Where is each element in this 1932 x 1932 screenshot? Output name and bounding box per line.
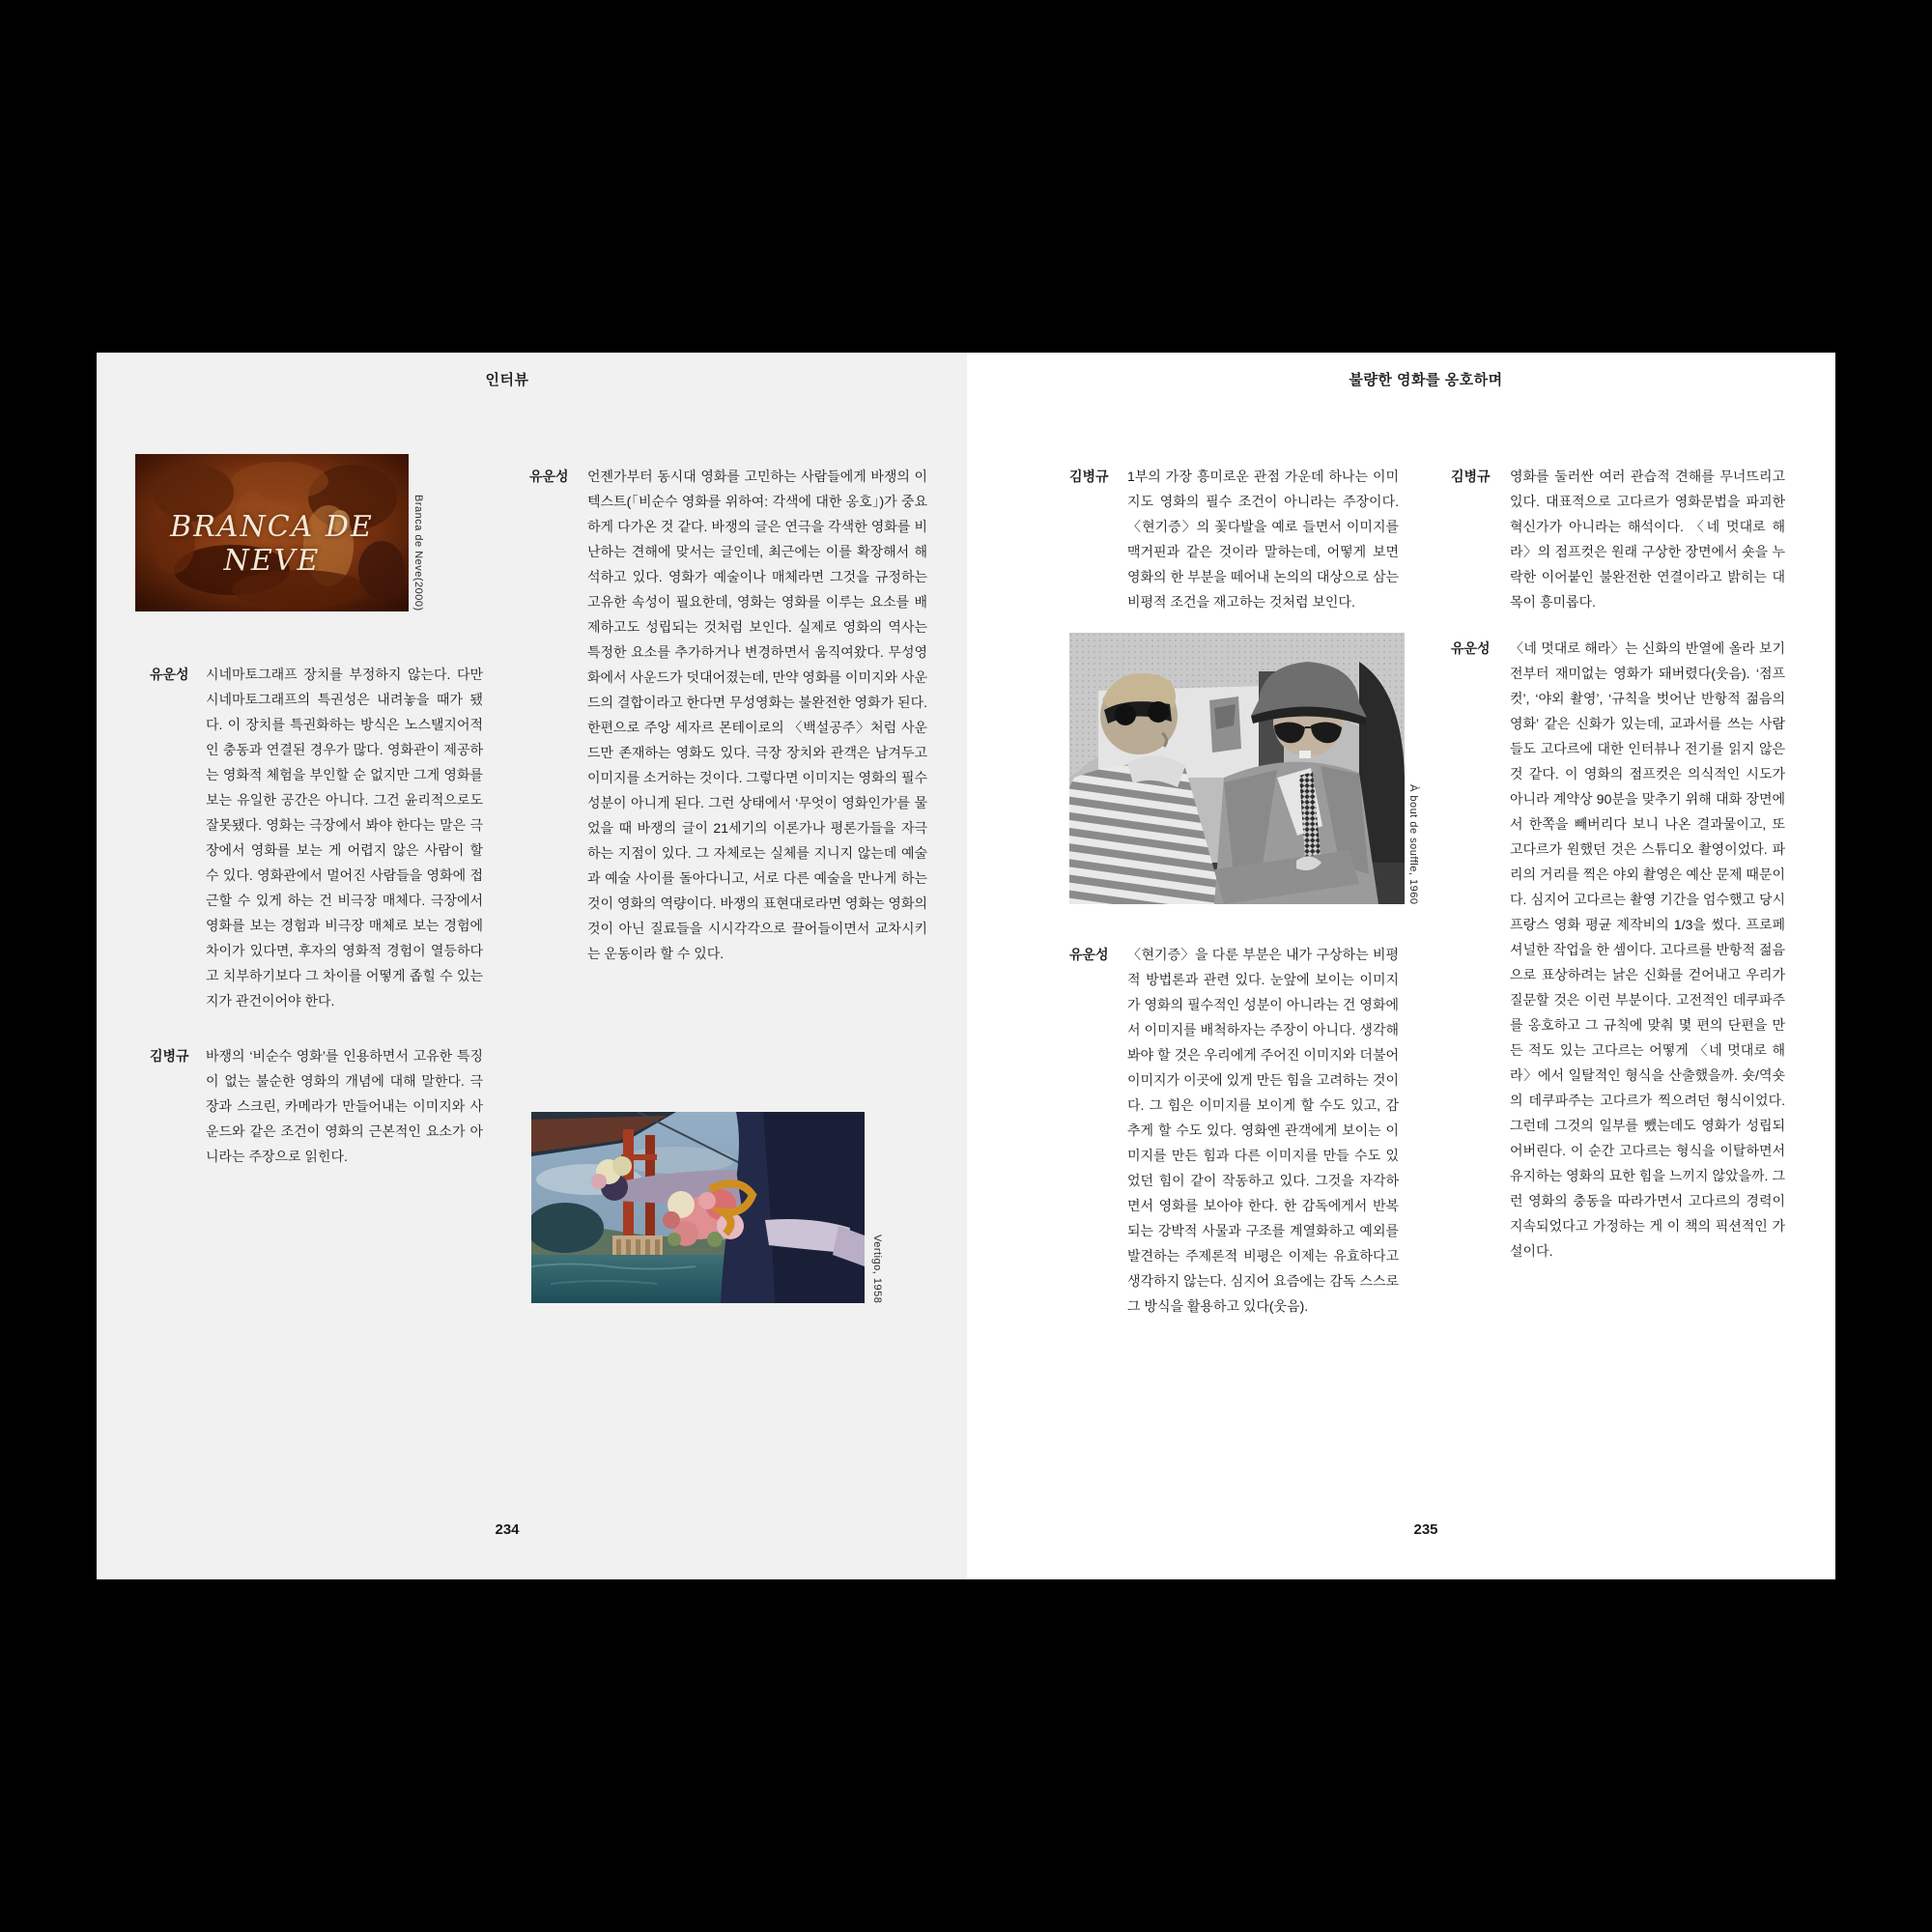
branca-caption: Branca de Neve(2000) — [412, 495, 424, 611]
interview-paragraph — [150, 1043, 483, 1169]
interview-paragraph — [1069, 464, 1399, 614]
vertigo-still-art — [531, 1112, 865, 1303]
vertigo-caption: Vertigo, 1958 — [871, 1234, 883, 1303]
speech-text: 1부의 가장 흥미로운 관점 가운데 하나는 이미지도 영화의 필수 조건이 아니라는 주장이다. 〈현기증〉의 꽃다발을 예로 들면서 이미지를 맥거핀과 같은 것이라 말하는데, 어떻게 보면 영화의 한 부분을 떼어내 논의의 대상으로 삼는 비평적 조건을 재고하는 것처럼 보인다. — [1127, 469, 1399, 610]
interview-paragraph — [1069, 942, 1399, 1319]
speaker-label: 김병규 — [150, 1048, 189, 1064]
interview-paragraph — [1451, 464, 1785, 614]
vertigo-image — [531, 1112, 865, 1303]
speaker-label: 유운성 — [150, 667, 189, 682]
speech-text: 〈현기증〉을 다룬 부분은 내가 구상하는 비평적 방법론과 관련 있다. 눈앞에 보이는 이미지가 영화의 필수적인 성분이 아니라는 건 영화에서 이미지를 배척하자는 주장이 아니다. 생각해봐야 할 것은 우리에게 주어진 이미지와 더불어 이미지가 이곳에 있게 만든 힘을 고려하는 것이다. 그 힘은 이미지를 보이게 할 수도 있고, 감추게 할 수도 있다. 영화엔 관객에게 보이는 이미지를 만든 힘과 다른 이미지를 만들 수도 있었던 힘이 같이 작동하고 있다. 그것을 자각하면서 영화를 보아야 한다. 한 감독에게서 반복되는 강박적 사물과 구조를 계열화하고 예외를 발견하는 주제론적 비평은 이제는 유효하다고 생각하지 않는다. 심지어 요즘에는 감독 스스로 그 방식을 활용하고 있다(웃음). — [1127, 947, 1399, 1314]
speaker-label: 유운성 — [1451, 640, 1491, 656]
left-page-number: 234 — [495, 1521, 520, 1538]
speech-text: 언젠가부터 동시대 영화를 고민하는 사람들에게 바쟁의 이 텍스트(「비순수 영화를 위하여: 각색에 대한 옹호」)가 중요하게 다가온 것 같다. 바쟁의 글은 연극을 각색한 영화를 비난하는 견해에 맞서는 글인데, 최근에는 이를 확장해서 해석하고 있다. 영화가 예술이나 매체라면 그것을 규정하는 고유한 속성이 필요한데, 영화는 영화를 이루는 요소를 배제하고도 성립되는 것처럼 보인다. 실제로 영화의 역사는 특정한 요소를 추가하거나 변경하면서 움직여왔다. 무성영화에서 사운드가 덧대어졌는데, 만약 영화를 이미지와 사운드의 결합이라고 한다면 무성영화는 불완전한 영화가 된다. 한편으로 주앙 세자르 몬테이로의 〈백설공주〉처럼 사운드만 존재하는 영화도 있다. 극장 장치와 관객은 남겨두고 이미지를 소거하는 것이다. 그렇다면 이미지는 영화의 필수 성분이 아니게 된다. 그런 상태에서 ‘무엇이 영화인가’를 물었을 때 바쟁의 글이 21세기의 이론가나 평론가들을 자극하는 지점이 있다. 그 자체로는 실체를 지니지 않는데 예술과 예술 사이를 돌아다니고, 서로 다른 예술을 만나게 하는 것이 영화의 역량이다. 바쟁의 표현대로라면 영화는 영화의 것이 아닌 질료들을 시시각각으로 끌어들이면서 교차시키는 운동이라 할 수 있다. — [587, 469, 927, 961]
speech-text: 영화를 둘러싼 여러 관습적 견해를 무너뜨리고 있다. 대표적으로 고다르가 영화문법을 파괴한 혁신가가 아니라는 해석이다. 〈네 멋대로 해라〉의 점프컷은 원래 구상한 장면에서 숏을 누락한 이어붙인 불완전한 연결이라고 밝히는 대목이 흥미롭다. — [1510, 469, 1785, 610]
interview-paragraph — [150, 662, 483, 1013]
right-page-number: 235 — [1413, 1521, 1438, 1538]
speech-text: 시네마토그래프 장치를 부정하지 않는다. 다만 시네마토그래프의 특권성은 내려놓을 때가 됐다. 이 장치를 특권화하는 방식은 노스탤지어적인 충동과 연결된 경우가 많다. 영화관이 제공하는 영화적 체험을 부인할 순 없지만 그게 영화를 보는 유일한 공간은 아니다. 그건 윤리적으로도 잘못됐다. 영화는 극장에서 봐야 한다는 말은 극장에서 영화를 보는 게 어렵지 않은 사람이 할 수 있다. 영화관에서 멀어진 사람들을 영화에 접근할 수 있게 하는 건 비극장 매체다. 극장에서 영화를 보는 경험과 비극장 매체로 보는 경험에 차이가 있다면, 후자의 영화적 경험이 열등하다고 치부하기보다 그 차이를 어떻게 좁힐 수 있는지가 관건이어야 한다. — [206, 667, 483, 1009]
speech-text: 바쟁의 ‘비순수 영화’를 인용하면서 고유한 특징이 없는 불순한 영화의 개념에 대해 말한다. 극장과 스크린, 카메라가 만들어내는 이미지와 사운드와 같은 조건이 영화의 근본적인 요소가 아니라는 주장으로 읽힌다. — [206, 1048, 483, 1164]
branca-title-text: BRANCA DE NEVE — [170, 510, 374, 578]
speech-text: 〈네 멋대로 해라〉는 신화의 반열에 올라 보기 전부터 재미없는 영화가 돼버렸다(웃음). ‘점프컷’, ‘야외 촬영’, ‘규칙을 벗어난 반항적 젊음의 영화’ 같은 신화가 있는데, 교과서를 쓰는 사람들도 고다르에 대한 인터뷰나 전기를 읽지 않은 것 같다. 이 영화의 점프컷은 의식적인 시도가 아니라 계약상 90분을 맞추기 위해 대화 장면에서 한쪽을 빼버리다 보니 나온 결과물이고, 또 고다르가 원했던 것은 스튜디오 촬영이었다. 파리의 거리를 찍은 야외 촬영은 예산 문제 때문이다. 심지어 고다르는 촬영 기간을 엄수했고 당시 프랑스 영화 평균 제작비의 1/3을 썼다. 프로페셔널한 작업을 한 셈이다. 고다르를 반항적 젊음으로 표상하려는 낡은 신화를 걷어내고 우리가 질문할 것은 이런 부분이다. 고전적인 데쿠파주를 옹호하고 그 규칙에 맞춰 몇 편의 단편을 만든 적도 있는 고다르는 어떻게 〈네 멋대로 해라〉에서 일탈적인 형식을 산출했을까. 숏/역숏의 데쿠파주는 고다르가 찍으려던 형식이었다. 그런데 그것의 일부를 뺐는데도 영화가 성립되어버린다. 이 순간 고다르는 형식을 이탈하면서 유지하는 영화의 묘한 힘을 느끼지 않았을까. 그런 영화의 충동을 따라가면서 고다르의 경력이 지속되었다고 가정하는 게 이 책의 픽션적인 가설이다. — [1510, 640, 1785, 1259]
left-running-header: 인터뷰 — [485, 372, 529, 388]
right-running-header: 불량한 영화를 옹호하며 — [1349, 372, 1503, 388]
souffle-image — [1069, 633, 1405, 904]
speaker-label: 유운성 — [1069, 947, 1109, 962]
left-page — [97, 353, 967, 1579]
branca-de-neve-image — [135, 454, 409, 611]
book-spread — [97, 353, 1835, 1579]
souffle-caption: À bout de souffle, 1960 — [1407, 783, 1419, 904]
interview-paragraph — [1451, 636, 1785, 1264]
interview-paragraph — [529, 464, 927, 966]
souffle-still-art — [1069, 633, 1405, 904]
speaker-label: 유운성 — [529, 469, 569, 484]
right-page — [967, 353, 1835, 1579]
speaker-label: 김병규 — [1451, 469, 1491, 484]
speaker-label: 김병규 — [1069, 469, 1109, 484]
